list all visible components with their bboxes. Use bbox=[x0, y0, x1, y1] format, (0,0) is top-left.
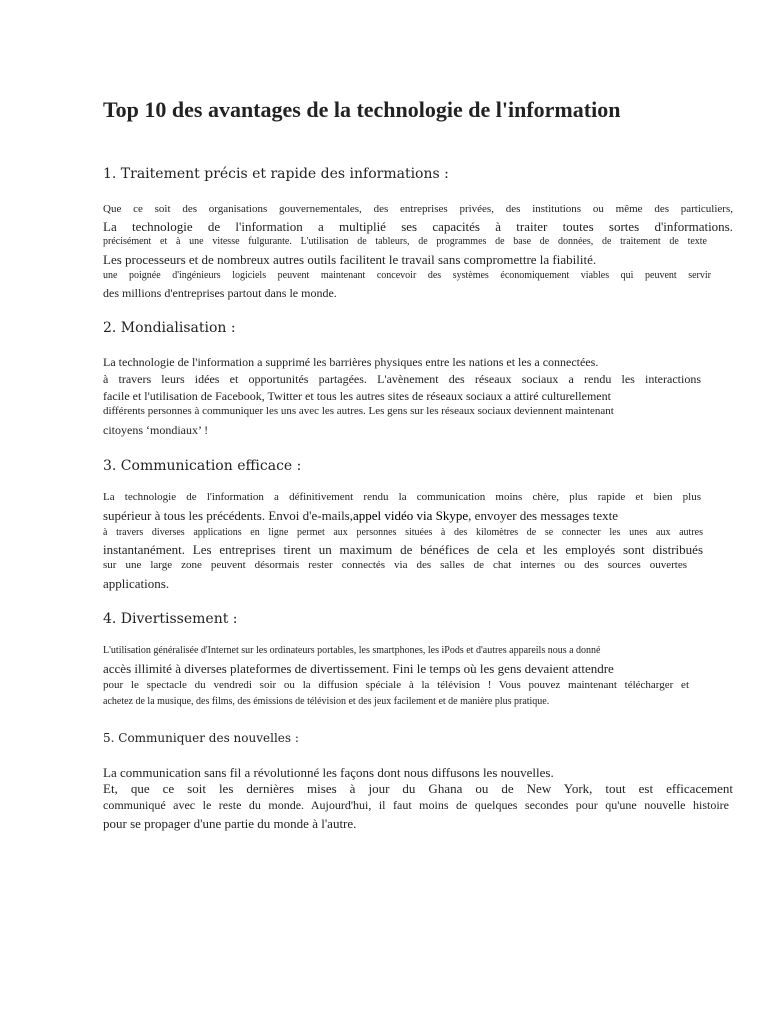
section-heading-3: 3. Communication efficace : bbox=[103, 458, 302, 474]
paragraph-line: pour le spectacle du vendredi soir ou la diffusion spéciale à la télévision ! Vous pouvez maintenant télécharger et bbox=[103, 679, 689, 691]
section-heading-5: 5. Communiquer des nouvelles : bbox=[103, 731, 299, 745]
paragraph-line: communiqué avec le reste du monde. Aujourd'hui, il faut moins de quelques secondes pour qu'une nouvelle histoire bbox=[103, 798, 729, 812]
paragraph-line: Et, que ce soit les dernières mises à jour du Ghana ou de New York, tout est efficacement bbox=[103, 781, 733, 796]
paragraph-line: sur une large zone peuvent désormais rester connectés via des salles de chat internes ou des sources ouvertes bbox=[103, 559, 687, 571]
paragraph-line: précisément et à une vitesse fulgurante. L'utilisation de tableurs, de programmes de base de données, de traitement de texte bbox=[103, 236, 707, 247]
highlighted-text: appel vidéo via Skype bbox=[353, 508, 469, 523]
paragraph-line: La technologie de l'information a supprimé les barrières physiques entre les nations et les a connectées. bbox=[103, 355, 599, 369]
section-heading-2: 2. Mondialisation : bbox=[103, 320, 236, 336]
paragraph-line: une poignée d'ingénieurs logiciels peuvent maintenant concevoir des systèmes économiquement viables qui peuvent servir bbox=[103, 270, 711, 281]
paragraph-line: citoyens ‘mondiaux’ ! bbox=[103, 423, 209, 437]
paragraph-line: applications. bbox=[103, 576, 170, 591]
paragraph-line: accès illimité à diverses plateformes de divertissement. Fini le temps où les gens devaient attendre bbox=[103, 661, 614, 676]
paragraph-line: La technologie de l'information a définitivement rendu la communication moins chère, plus rapide et bien plus bbox=[103, 491, 701, 503]
paragraph-text: , envoyer des messages texte bbox=[468, 508, 618, 523]
paragraph-line: achetez de la musique, des films, des émissions de télévision et des jeux facilement et de manière plus pratique. bbox=[103, 696, 550, 707]
paragraph-line: à travers diverses applications en ligne permet aux personnes situées à des kilomètres de se connecter les unes aux autres bbox=[103, 527, 703, 538]
paragraph-line: à travers leurs idées et opportunités partagées. L'avènement des réseaux sociaux a rendu les interactions bbox=[103, 372, 701, 386]
paragraph-line: Les processeurs et de nombreux autres outils facilitent le travail sans compromettre la fiabilité. bbox=[103, 252, 597, 267]
paragraph-line: instantanément. Les entreprises tirent un maximum de bénéfices de cela et les employés sont distribués bbox=[103, 542, 703, 557]
page-title: Top 10 des avantages de la technologie de l'information bbox=[103, 97, 621, 122]
paragraph-line: La communication sans fil a révolutionné les façons dont nous diffusons les nouvelles. bbox=[103, 765, 554, 780]
paragraph-line bbox=[103, 508, 733, 524]
section-heading-1: 1. Traitement précis et rapide des informations : bbox=[103, 166, 449, 182]
paragraph-line: La technologie de l'information a multiplié ses capacités à traiter toutes sortes d'informations. bbox=[103, 219, 733, 234]
paragraph-line: facile et l'utilisation de Facebook, Twitter et tous les autres sites de réseaux sociaux a attiré culturellement bbox=[103, 389, 611, 403]
paragraph-line: différents personnes à communiquer les uns avec les autres. Les gens sur les réseaux sociaux deviennent maintenant bbox=[103, 405, 614, 417]
paragraph-line: pour se propager d'une partie du monde à l'autre. bbox=[103, 816, 357, 831]
paragraph-line: des millions d'entreprises partout dans le monde. bbox=[103, 286, 337, 300]
paragraph-text: supérieur à tous les précédents. Envoi d'e-mails, bbox=[103, 508, 353, 523]
paragraph-line: L'utilisation généralisée d'Internet sur les ordinateurs portables, les smartphones, les iPods et d'autres appareils nous a donné bbox=[103, 645, 601, 656]
paragraph-line: Que ce soit des organisations gouvernementales, des entreprises privées, des institutions ou même des particuliers, bbox=[103, 203, 733, 215]
section-heading-4: 4. Divertissement : bbox=[103, 611, 238, 627]
